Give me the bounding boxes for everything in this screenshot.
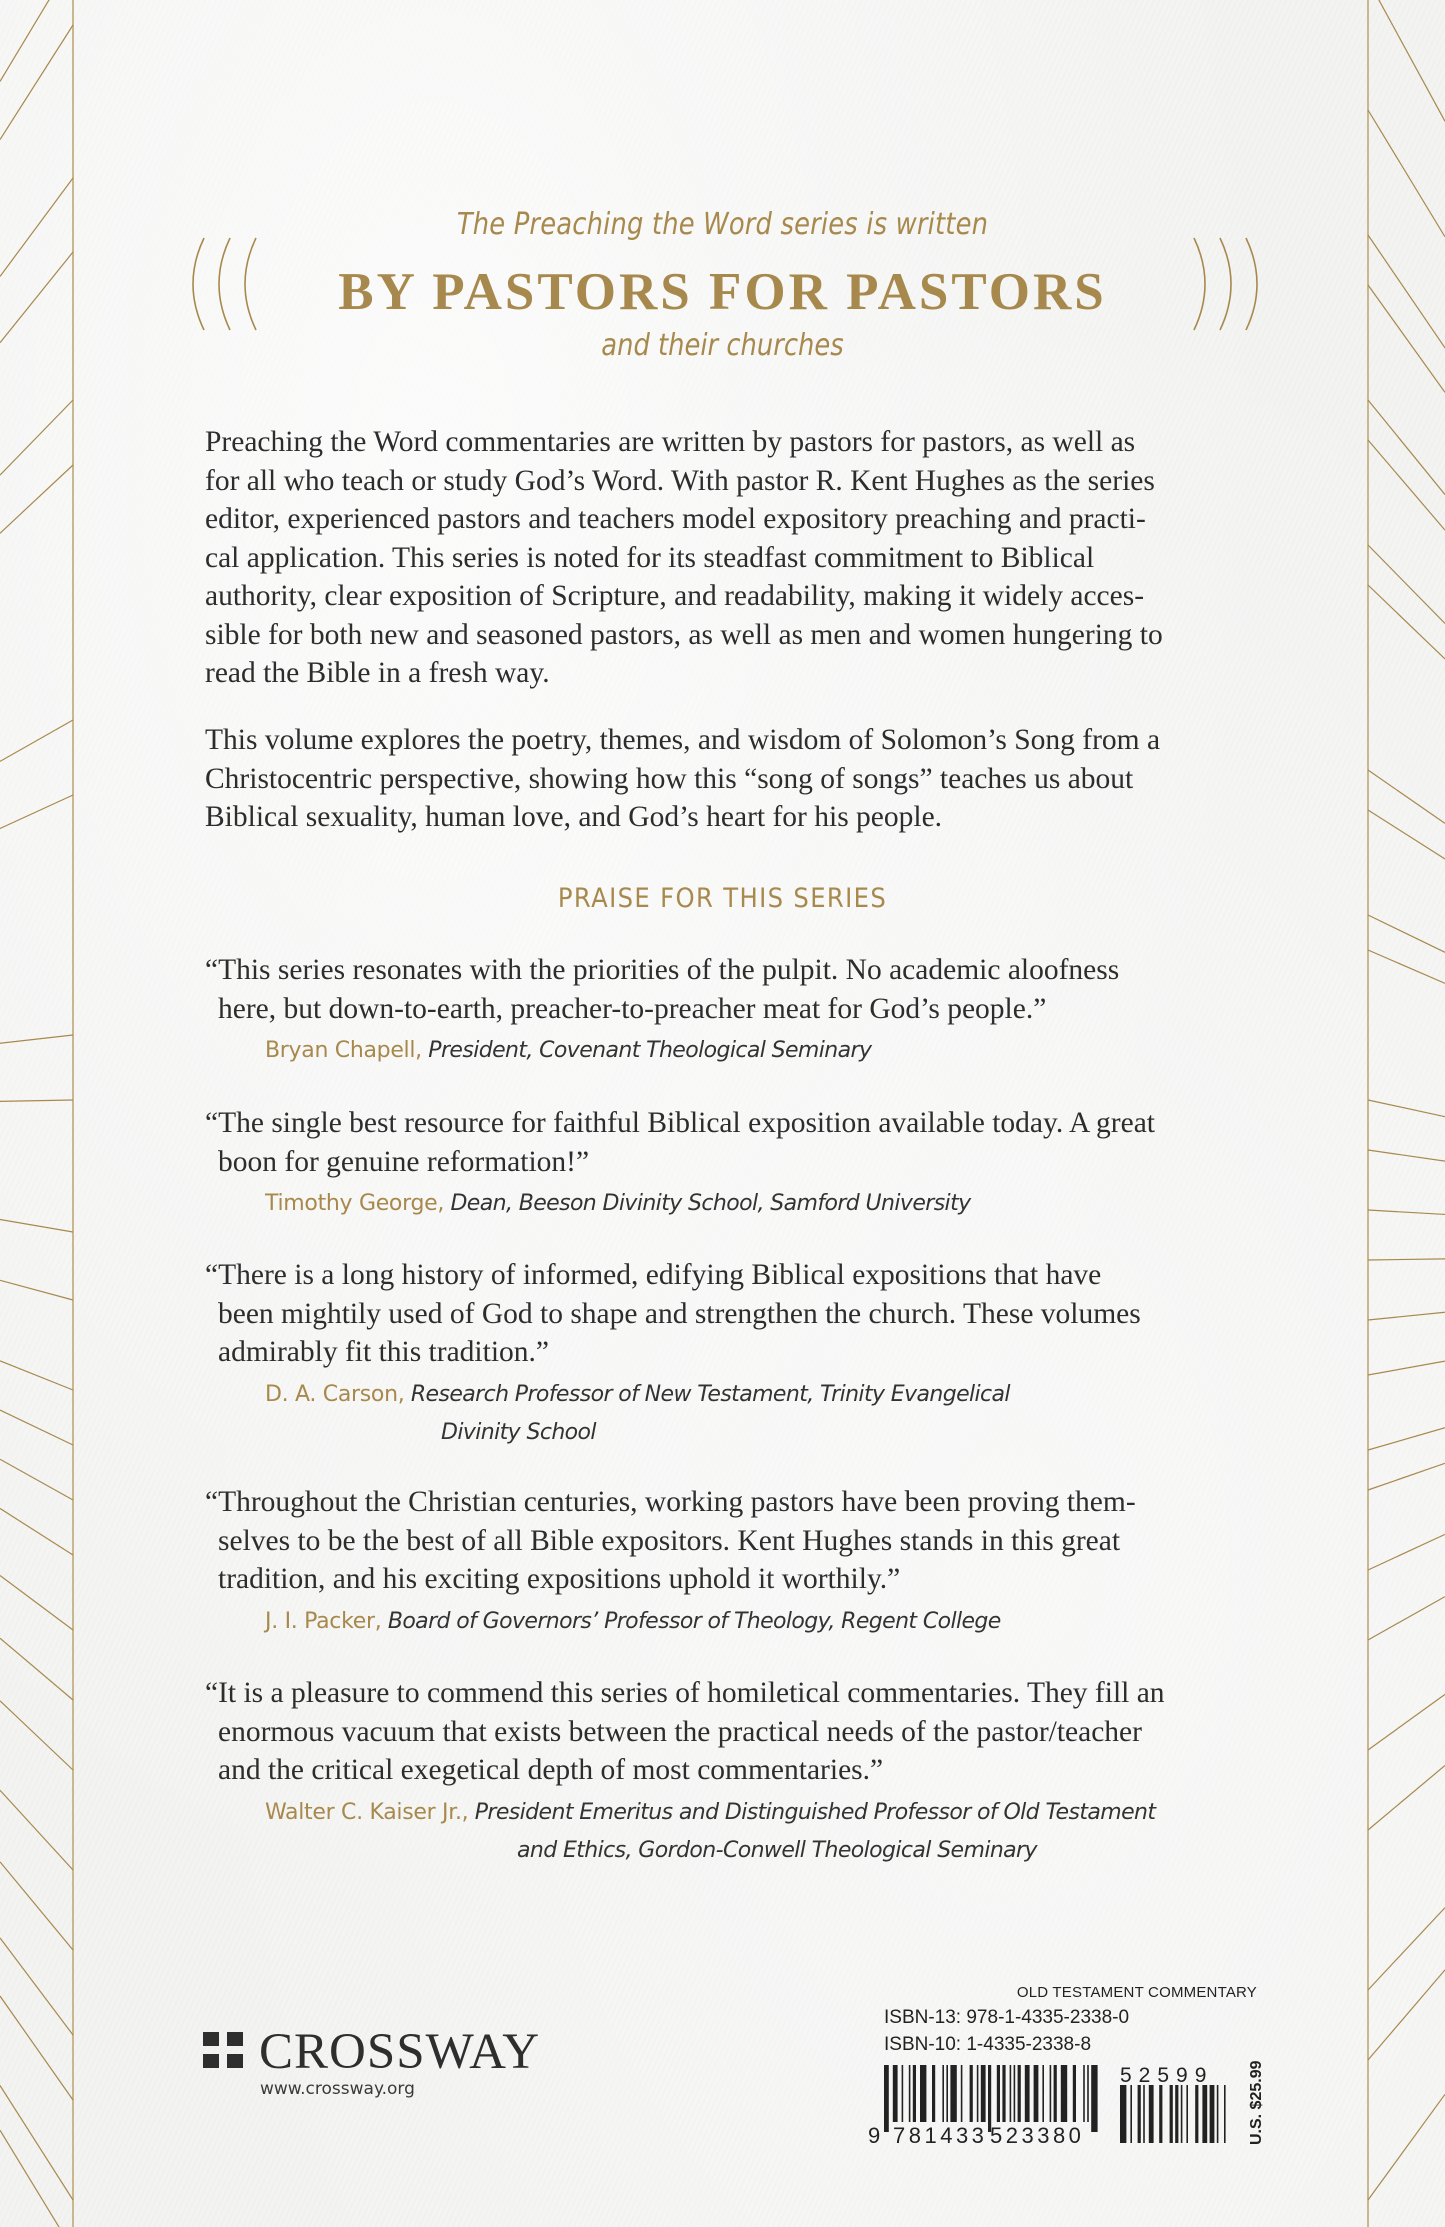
- barcode-bar: [997, 2065, 1000, 2122]
- ray-line: [0, 1701, 73, 1770]
- ray-line: [0, 795, 73, 828]
- barcode-bar: [1143, 2085, 1145, 2143]
- barcode-bar: [1170, 2085, 1173, 2143]
- quote-line: and the critical exegetical depth of most commentaries.”: [218, 1754, 884, 1786]
- ray-line: [1368, 1765, 1445, 1830]
- ray-line: [0, 1361, 73, 1390]
- ray-line: [0, 1100, 73, 1101]
- barcode-bar: [1061, 2065, 1067, 2122]
- endorser-title-continued: Divinity School: [441, 1419, 596, 1445]
- ray-line: [1368, 810, 1445, 859]
- ray-line: [1368, 1150, 1445, 1161]
- barcode-bar: [1195, 2085, 1198, 2143]
- ray-line: [0, 1280, 73, 1300]
- barcode-bar: [970, 2065, 973, 2122]
- ray-line: [1368, 440, 1445, 530]
- quote-attribution: [205, 1032, 1275, 1070]
- text-line: Preaching the Word commentaries are written by pastors for pastors, as well as: [205, 426, 1136, 458]
- ray-line: [1368, 1361, 1445, 1375]
- quote-line: been mightily used of God to shape and strengthen the church. These volumes: [218, 1297, 1141, 1330]
- quote-attribution: [205, 1376, 1275, 1452]
- barcode-bar: [1002, 2065, 1005, 2122]
- ray-line: [0, 465, 73, 533]
- ray-line: [1368, 1100, 1445, 1117]
- series-kicker: The Preaching the Word series is written: [456, 207, 989, 242]
- barcode-bar: [1138, 2085, 1141, 2143]
- quote-line: here, but down-to-earth, preacher-to-preacher meat for God’s people.”: [218, 992, 1047, 1025]
- barcode-main-bars: [884, 2065, 1098, 2132]
- endorser-name: D. A. Carson,: [265, 1381, 405, 1407]
- description-paragraph-2: [205, 721, 1265, 837]
- praise-heading: PRAISE FOR THIS SERIES: [557, 883, 888, 914]
- ray-line: [0, 1638, 73, 1700]
- barcode-bar: [1034, 2065, 1039, 2122]
- barcode-bar: [1083, 2065, 1085, 2122]
- ray-line: [1368, 915, 1445, 952]
- ray-line: [0, 2085, 73, 2200]
- ray-line: [0, 1938, 73, 2035]
- book-category: OLD TESTAMENT COMMENTARY: [1016, 1984, 1257, 2001]
- ray-line: [0, 1996, 73, 2100]
- ray-line: [0, 25, 73, 140]
- barcode-bar: [1014, 2065, 1016, 2122]
- price-label: U.S. $25.99: [1248, 2060, 1265, 2145]
- text-line: read the Bible in a fresh way.: [205, 657, 550, 689]
- barcode-bar: [1175, 2085, 1178, 2143]
- ray-line: [1368, 400, 1445, 495]
- barcode-bar: [1181, 2085, 1183, 2143]
- endorsement-quote: [205, 1483, 1275, 1641]
- ray-line: [0, 400, 73, 475]
- quote-line: boon for genuine reformation!”: [218, 1145, 590, 1178]
- text-line: editor, experienced pastors and teachers model expository preaching and practi-: [205, 503, 1146, 535]
- ray-line: [0, 1035, 73, 1043]
- quote-line: tradition, and his exciting expositions uphold it worthily.”: [218, 1563, 901, 1595]
- barcode-bar: [1010, 2065, 1012, 2122]
- barcode-bar: [1018, 2065, 1021, 2122]
- barcode-bar: [920, 2065, 926, 2122]
- addon-digits: 52599: [1120, 2064, 1214, 2087]
- barcode-bar: [1186, 2085, 1188, 2143]
- endorser-name: Walter C. Kaiser Jr.,: [265, 1799, 469, 1825]
- quote-line: “The single best resource for faithful Biblical exposition available today. A great: [205, 1107, 1155, 1139]
- text-line: Christocentric perspective, showing how this “song of songs” teaches us about: [205, 762, 1134, 795]
- barcode-bar: [909, 2065, 911, 2122]
- quote-attribution: [205, 1603, 1275, 1641]
- ray-line: [0, 1508, 73, 1555]
- ray-line: [0, 2130, 73, 2227]
- ray-line: [1368, 1970, 1445, 2060]
- endorser-title: Dean, Beeson Divinity School, Samford University: [444, 1191, 971, 1216]
- description-paragraph-1: [205, 423, 1265, 693]
- barcode-bar: [1130, 2085, 1132, 2143]
- ray-line: [1368, 1597, 1445, 1640]
- quote-line: “Throughout the Christian centuries, working pastors have been proving them-: [205, 1486, 1136, 1518]
- ray-line: [0, 1790, 73, 1870]
- ray-line: [1368, 770, 1445, 823]
- barcode-addon-bars: [1120, 2085, 1226, 2143]
- barcode-bar: [981, 2065, 986, 2122]
- four-squares-icon: [203, 2032, 243, 2070]
- barcode-digits-group-2: 523380: [990, 2123, 1085, 2148]
- barcode-bar: [884, 2065, 889, 2132]
- barcode-digits-group-1: 781433: [893, 2123, 988, 2148]
- endorser-title-continued: and Ethics, Gordon-Conwell Theological Seminary: [517, 1837, 1037, 1863]
- barcode-bar: [913, 2065, 916, 2122]
- ray-line: [1368, 950, 1445, 983]
- text-line: cal application. This series is noted for its steadfast commitment to Biblical: [205, 541, 1095, 574]
- quote-attribution: [205, 1794, 1275, 1870]
- barcode-bar: [932, 2065, 935, 2122]
- ray-line: [1368, 1534, 1445, 1570]
- ray-line: [1368, 0, 1445, 121]
- endorser-title: President, Covenant Theological Seminary: [421, 1038, 872, 1063]
- barcode-bar: [1025, 2065, 1030, 2122]
- quote-line: selves to be the best of all Bible expositors. Kent Hughes stands in this great: [218, 1524, 1121, 1557]
- quote-line: admirably fit this tradition.”: [218, 1336, 549, 1368]
- barcode-bar: [893, 2065, 898, 2122]
- text-line: for all who teach or study God’s Word. With pastor R. Kent Hughes as the series: [205, 464, 1155, 497]
- text-line: authority, clear exposition of Scripture, and readability, making it widely acces-: [205, 580, 1145, 612]
- ray-line: [1368, 1428, 1445, 1450]
- ray-line: [0, 1862, 73, 1950]
- endorser-name: Timothy George,: [265, 1191, 445, 1216]
- ray-line: [1368, 1312, 1445, 1320]
- barcode-bar: [1050, 2065, 1052, 2122]
- ray-line: [1368, 1694, 1445, 1750]
- endorser-title: Research Professor of New Testament, Trinity Evangelical: [404, 1381, 1010, 1407]
- quote-line: “This series resonates with the priorities of the pulpit. No academic aloofness: [205, 954, 1120, 986]
- isbn-10: ISBN-10: 1-4335-2338-8: [884, 2034, 1092, 2055]
- barcode-bar: [1054, 2065, 1057, 2122]
- barcode-bar: [1202, 2085, 1207, 2143]
- ray-line: [1368, 1463, 1445, 1490]
- publisher-name: CROSSWAY: [259, 2024, 541, 2080]
- barcode-bar: [1042, 2065, 1044, 2122]
- barcode-bar: [1149, 2085, 1154, 2143]
- barcode-bar: [1073, 2065, 1076, 2122]
- series-kicker-end: and their churches: [601, 328, 844, 363]
- endorser-title: President Emeritus and Distinguished Professor of Old Testament: [468, 1799, 1156, 1825]
- endorser-name: J. I. Packer,: [265, 1608, 382, 1634]
- ray-line: [0, 720, 73, 761]
- barcode-bar: [950, 2065, 956, 2122]
- ray-line: [1368, 545, 1445, 623]
- ray-line: [0, 1459, 73, 1500]
- isbn-13: ISBN-13: 978-1-4335-2338-0: [884, 2007, 1130, 2028]
- endorsement-quote: [205, 1256, 1275, 1452]
- ray-line: [1368, 585, 1445, 659]
- barcode-bar: [1120, 2085, 1126, 2143]
- barcode-bar: [961, 2065, 963, 2122]
- quote-line: “It is a pleasure to commend this series of homiletical commentaries. They fill an: [205, 1677, 1165, 1709]
- quote-line: “There is a long history of informed, edifying Biblical expositions that have: [205, 1259, 1102, 1291]
- endorsement-quote: [205, 1674, 1275, 1870]
- barcode-bar: [1210, 2085, 1215, 2143]
- barcode-bar: [1224, 2085, 1226, 2143]
- barcode-bar: [1217, 2085, 1219, 2143]
- endorser-title: Board of Governors’ Professor of Theology, Regent College: [381, 1608, 1001, 1634]
- endorsement-quote: [205, 1104, 1275, 1223]
- barcode-bar: [988, 2065, 991, 2132]
- text-line: sible for both new and seasoned pastors, as well as men and women hungering to: [205, 618, 1163, 651]
- ray-line: [1368, 1259, 1445, 1260]
- barcode-bar: [977, 2065, 979, 2122]
- endorsement-quote: [205, 951, 1275, 1070]
- text-line: Biblical sexuality, human love, and God’s heart for his people.: [205, 801, 943, 833]
- ray-line: [1368, 2094, 1445, 2200]
- ray-line: [0, 1219, 73, 1232]
- isbn-block: [860, 1980, 1260, 2160]
- barcode-bar: [1087, 2065, 1089, 2122]
- ray-line: [0, 1576, 73, 1630]
- ray-line: [0, 1410, 73, 1445]
- quote-attribution: [205, 1185, 1275, 1223]
- quote-line: enormous vacuum that exists between the practical needs of the pastor/teacher: [218, 1715, 1142, 1748]
- endorser-name: Bryan Chapell,: [265, 1038, 422, 1063]
- barcode-bar: [1091, 2065, 1097, 2132]
- ray-line: [1368, 1908, 1445, 1990]
- barcode-lead-digit: 9: [868, 2123, 881, 2148]
- series-headline: BY PASTORS FOR PASTORS: [338, 263, 1107, 321]
- barcode-bar: [1159, 2085, 1162, 2143]
- barcode-bar: [946, 2065, 948, 2122]
- ray-line: [1368, 110, 1445, 237]
- publisher-url: www.crossway.org: [260, 2079, 415, 2099]
- barcode: [860, 1980, 1260, 2160]
- barcode-bar: [942, 2065, 944, 2122]
- ray-line: [1368, 1210, 1445, 1214]
- barcode-bar: [902, 2065, 904, 2122]
- text-line: This volume explores the poetry, themes, and wisdom of Solomon’s Song from a: [205, 724, 1161, 756]
- ray-line: [0, 0, 73, 81]
